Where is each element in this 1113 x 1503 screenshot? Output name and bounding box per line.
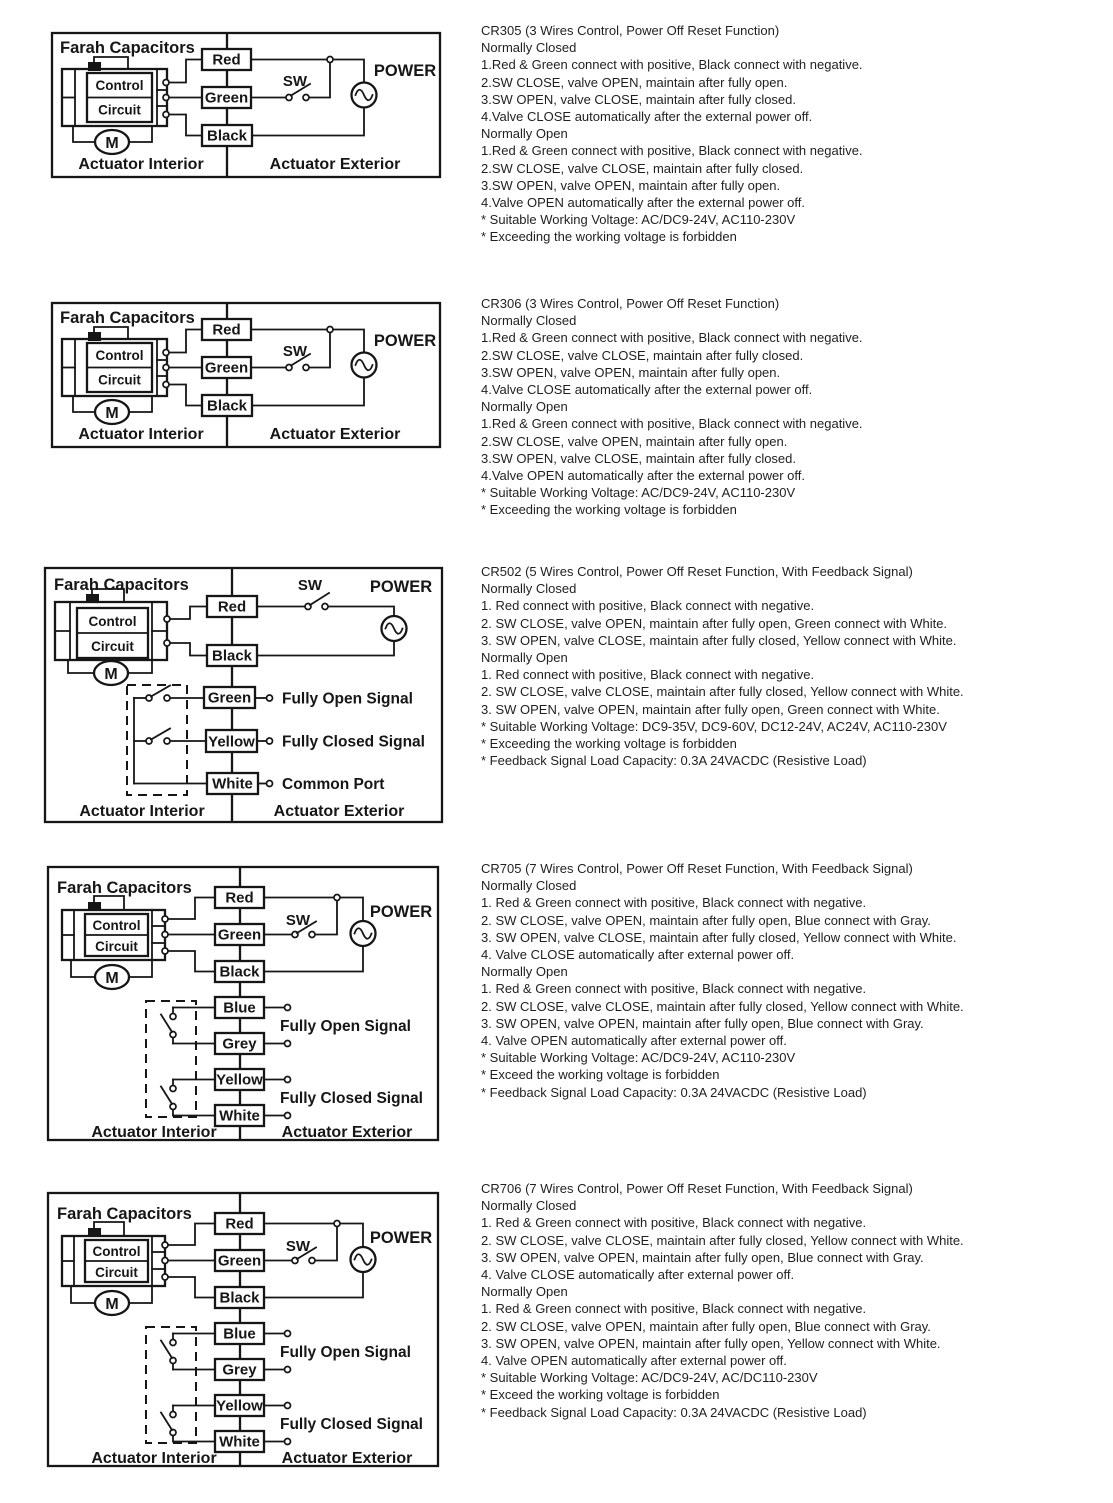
description-line: 2. SW CLOSE, valve OPEN, maintain after fully open, Green connect with White. [481,615,948,631]
sw-label: SW [282,73,308,90]
model-lines [481,877,1041,1101]
model-title: CR305 (3 Wires Control, Power Off Reset Function) [481,23,780,38]
model-lines [481,1197,1041,1421]
description-line: Normally Open [481,964,568,980]
actuator-exterior-label: Actuator Exterior [281,1124,413,1141]
seven-wire-diagram-copy [48,1193,438,1467]
output-node [267,781,273,787]
power-label: POWER [373,62,437,80]
description-line: 3. SW OPEN, valve CLOSE, maintain after fully closed, Yellow connect with White. [481,929,957,945]
wire-label-yellow: Yellow [216,1071,263,1089]
wire-label-black: Black [211,647,253,665]
actuator-interior-label: Actuator Interior [78,156,204,173]
cr705-diagram [38,860,448,1148]
output-node [285,1113,291,1119]
three-wire-diagram-copy [52,303,440,447]
motor-label: M [105,135,119,152]
actuator-exterior-label: Actuator Exterior [273,803,405,820]
model-lines [481,580,1041,769]
description-line: 2.SW CLOSE, valve CLOSE, maintain after fully closed. [481,160,804,176]
terminal-node [164,640,170,646]
terminal-node [162,948,168,954]
wire-label-blue: Blue [223,999,256,1017]
description-line: 3.SW OPEN, valve OPEN, maintain after fully open. [481,364,781,380]
description-line: 3.SW OPEN, valve CLOSE, maintain after fully closed. [481,450,797,466]
description-line: 4. Valve OPEN automatically after external power off. [481,1033,787,1049]
model-lines [481,39,1041,245]
output-node [267,695,273,701]
cr502-description [481,563,1041,769]
cr705-description [481,860,1041,1101]
terminal-node [164,616,170,622]
wire-label-black: Black [206,127,248,145]
description-line: * Exceed the working voltage is forbidden [481,1067,720,1083]
description-line: 3. SW OPEN, valve OPEN, maintain after fully open, Blue connect with Gray. [481,1015,924,1031]
cr305-description [481,22,1041,246]
control-label: Control [95,78,144,93]
description-line: 3. SW OPEN, valve OPEN, maintain after fully open, Yellow connect with White. [481,1335,941,1351]
circuit-label: Circuit [91,639,134,654]
description-line: Normally Open [481,650,568,666]
description-line: 4.Valve CLOSE automatically after the external power off. [481,382,813,398]
description-line: 1.Red & Green connect with positive, Black connect with negative. [481,330,863,346]
model-title: CR306 (3 Wires Control, Power Off Reset Function) [481,296,780,311]
description-line: 4. Valve OPEN automatically after external power off. [481,1353,787,1369]
control-label: Control [88,614,137,629]
sw-label: SW [285,912,311,929]
description-line: Normally Closed [481,581,577,597]
description-line: 3. SW OPEN, valve OPEN, maintain after fully open, Green connect with White. [481,701,940,717]
description-line: 4.Valve OPEN automatically after the external power off. [481,195,805,211]
motor-label: M [104,666,118,683]
model-title: CR705 (7 Wires Control, Power Off Reset Function, With Feedback Signal) [481,861,913,876]
description-line: 4.Valve CLOSE automatically after the external power off. [481,109,813,125]
farah-capacitors-label: Farah Capacitors [60,39,195,57]
circuit-label: Circuit [95,939,138,954]
junction-node [327,57,333,63]
common-port-label: Common Port [282,776,385,793]
description-line: 4.Valve OPEN automatically after the external power off. [481,468,805,484]
junction-node [334,895,340,901]
motor-label: M [105,970,119,987]
wire-label-black: Black [219,963,260,981]
description-line: 1.Red & Green connect with positive, Black connect with negative. [481,143,863,159]
terminal-node [163,80,169,86]
description-line: 1.Red & Green connect with positive, Black connect with negative. [481,416,863,432]
description-line: 1.Red & Green connect with positive, Black connect with negative. [481,57,863,73]
output-node [285,1077,291,1083]
actuator-interior-label: Actuator Interior [79,803,205,820]
description-line: 4. Valve CLOSE automatically after external power off. [481,947,795,963]
description-line: 3. SW OPEN, valve OPEN, maintain after fully open, Blue connect with Gray. [481,1249,924,1265]
description-line: 1. Red connect with positive, Black connect with negative. [481,667,815,683]
description-line: 2.SW CLOSE, valve OPEN, maintain after fully open. [481,74,788,90]
description-line: 2. SW CLOSE, valve CLOSE, maintain after fully closed, Yellow connect with White. [481,684,964,700]
wire-label-green: Green [204,89,249,107]
description-line: Normally Closed [481,40,577,56]
description-line: 2. SW CLOSE, valve OPEN, maintain after fully open, Blue connect with Gray. [481,912,931,928]
five-wire-diagram [45,568,442,822]
description-line: 1. Red & Green connect with positive, Black connect with negative. [481,1215,867,1231]
description-line: 2.SW CLOSE, valve CLOSE, maintain after fully closed. [481,347,804,363]
cr706-description [481,1180,1041,1421]
actuator-exterior-label: Actuator Exterior [269,156,401,173]
capacitor-icon [86,594,99,603]
wire-label-red: Red [217,598,247,616]
capacitor-icon [88,902,101,911]
output-node [285,1005,291,1011]
description-line: * Feedback Signal Load Capacity: 0.3A 24VACDC (Resistive Load) [481,753,867,769]
wire-label-green: Green [207,689,252,707]
terminal-node [162,916,168,922]
description-line: * Feedback Signal Load Capacity: 0.3A 24VACDC (Resistive Load) [481,1404,867,1420]
capacitor-icon [88,62,101,71]
description-line: 3.SW OPEN, valve OPEN, maintain after fully open. [481,177,781,193]
model-title: CR502 (5 Wires Control, Power Off Reset Function, With Feedback Signal) [481,564,913,579]
wire-label-green: Green [217,926,262,944]
description-line: * Feedback Signal Load Capacity: 0.3A 24VACDC (Resistive Load) [481,1084,867,1100]
fully-open-signal-label: Fully Open Signal [280,1018,411,1035]
output-node [285,1041,291,1047]
output-node [267,738,273,744]
description-line: 2. SW CLOSE, valve CLOSE, maintain after fully closed, Yellow connect with White. [481,998,964,1014]
description-line: 1. Red & Green connect with positive, Black connect with negative. [481,981,867,997]
wire-label-white: White [219,1107,260,1125]
description-line: * Exceeding the working voltage is forbidden [481,229,737,245]
description-line: * Suitable Working Voltage: AC/DC9-24V, AC110-230V [481,1050,796,1066]
description-line: Normally Closed [481,1198,577,1214]
description-line: * Exceeding the working voltage is forbidden [481,736,737,752]
wire-label-yellow: Yellow [208,733,255,751]
farah-capacitors-label: Farah Capacitors [54,576,189,594]
description-line: 3.SW OPEN, valve CLOSE, maintain after fully closed. [481,91,797,107]
three-wire-diagram [52,33,440,177]
description-line: Normally Open [481,126,568,142]
seven-wire-diagram [48,867,438,1141]
circuit-label: Circuit [98,102,141,118]
cr706-diagram [38,1186,448,1474]
cr502-diagram [38,560,450,828]
description-line: 2. SW CLOSE, valve CLOSE, maintain after fully closed, Yellow connect with White. [481,1232,964,1248]
model-lines [481,312,1041,518]
cr305-diagram [40,25,460,190]
model-title: CR706 (7 Wires Control, Power Off Reset Function, With Feedback Signal) [481,1181,913,1196]
wire-label-red: Red [212,51,241,69]
description-line: 1. Red & Green connect with positive, Black connect with negative. [481,1301,867,1317]
description-line: * Suitable Working Voltage: AC/DC9-24V, AC110-230V [481,485,796,501]
terminal-node [163,112,169,118]
description-line: * Suitable Working Voltage: DC9-35V, DC9-60V, DC12-24V, AC24V, AC110-230V [481,718,947,734]
wire-label-grey: Grey [222,1035,257,1053]
description-line: * Exceed the working voltage is forbidden [481,1387,720,1403]
fully-open-signal-label: Fully Open Signal [282,690,413,708]
description-line: 3. SW OPEN, valve CLOSE, maintain after fully closed, Yellow connect with White. [481,632,957,648]
description-line: * Suitable Working Voltage: AC/DC9-24V, AC110-230V [481,212,796,228]
description-line: Normally Open [481,399,568,415]
terminal-node [163,95,169,101]
actuator-interior-label: Actuator Interior [91,1124,217,1141]
wire-label-red: Red [225,889,254,907]
description-line: Normally Closed [481,313,577,329]
description-line: 1. Red connect with positive, Black connect with negative. [481,598,815,614]
fully-closed-signal-label: Fully Closed Signal [282,733,425,751]
wire-label-white: White [212,775,253,793]
farah-capacitors-label: Farah Capacitors [57,879,192,897]
sw-label: SW [297,577,323,594]
control-label: Control [92,918,141,933]
description-line: 4. Valve CLOSE automatically after external power off. [481,1267,795,1283]
description-line: 1. Red & Green connect with positive, Black connect with negative. [481,895,867,911]
cr306-description [481,295,1041,519]
description-line: Normally Closed [481,878,577,894]
terminal-node [162,932,168,938]
description-line: 2.SW CLOSE, valve OPEN, maintain after fully open. [481,433,788,449]
power-label: POWER [369,903,433,921]
cr306-diagram [40,295,460,460]
power-label: POWER [369,578,433,596]
description-line: * Exceeding the working voltage is forbidden [481,502,737,518]
description-line: Normally Open [481,1284,568,1300]
description-line: 2. SW CLOSE, valve OPEN, maintain after fully open, Blue connect with Gray. [481,1318,931,1334]
fully-closed-signal-label: Fully Closed Signal [280,1090,423,1107]
description-line: * Suitable Working Voltage: AC/DC9-24V, AC/DC110-230V [481,1370,818,1386]
